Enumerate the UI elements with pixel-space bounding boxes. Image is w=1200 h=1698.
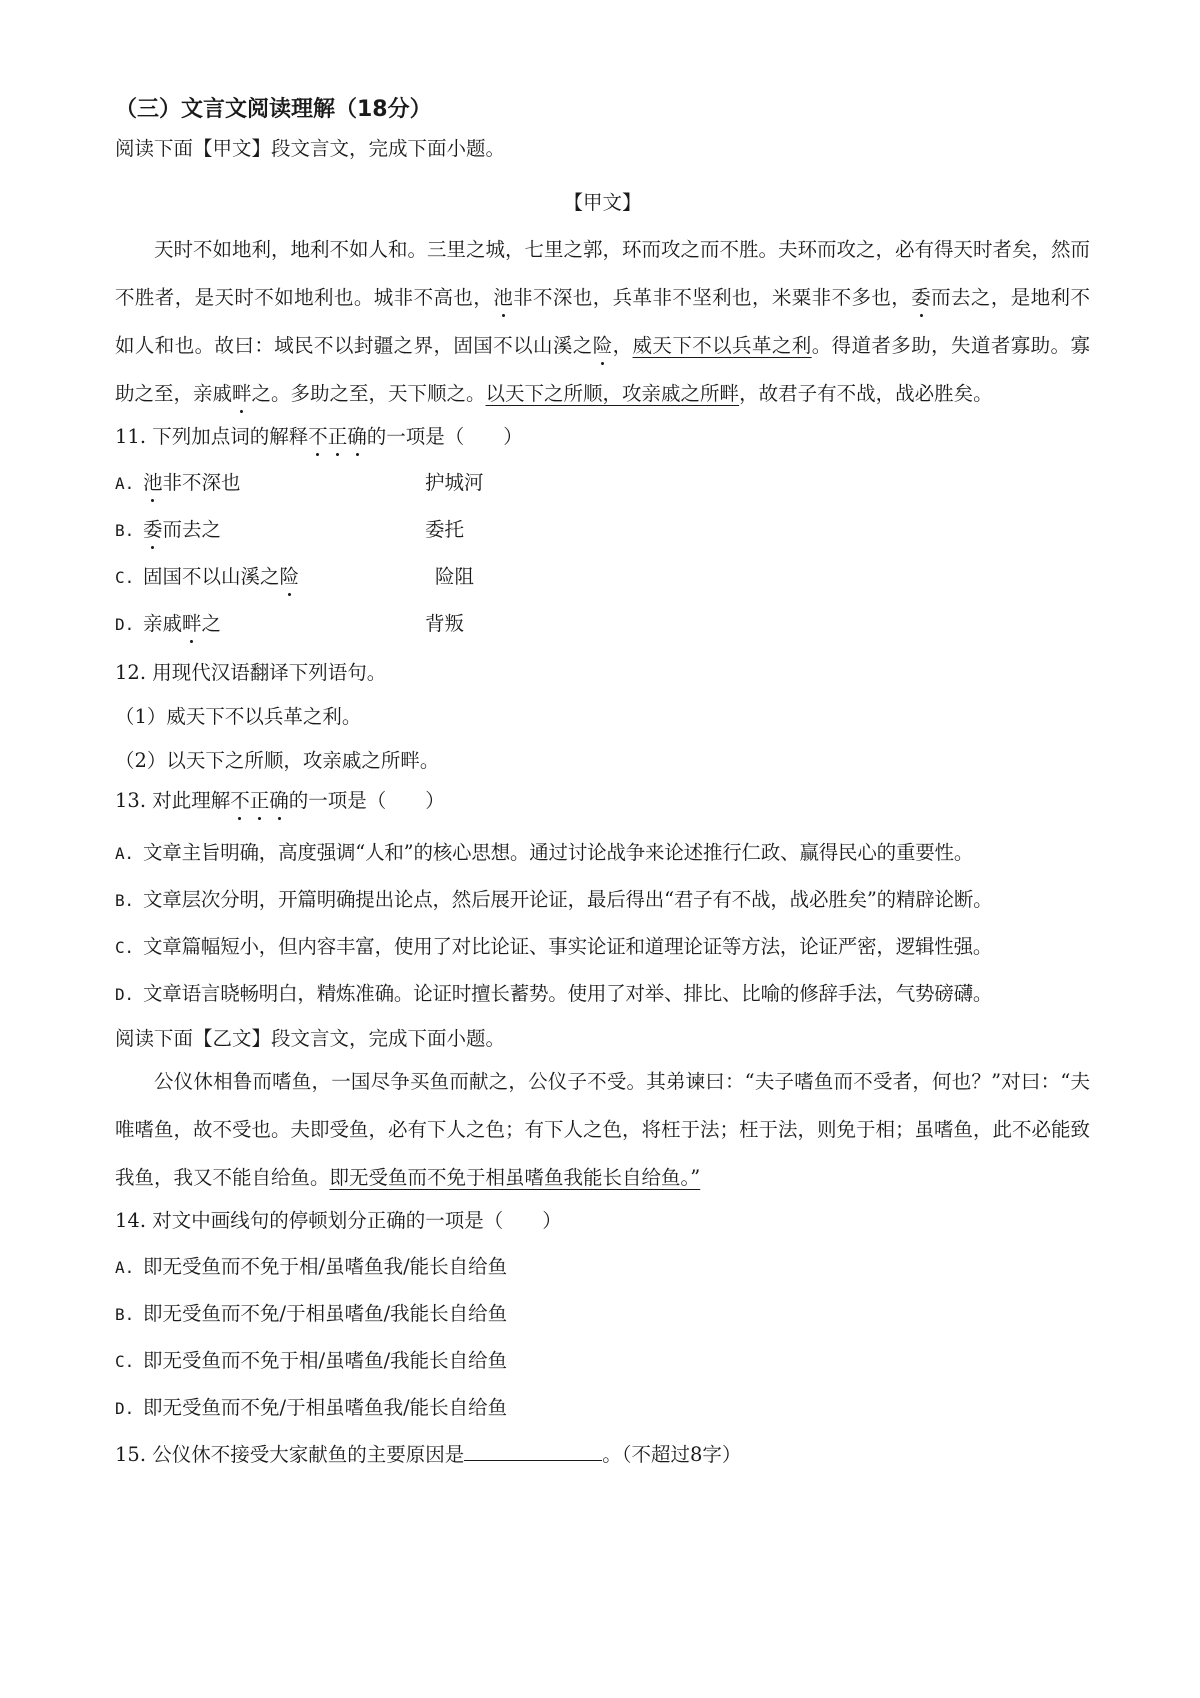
option-letter: A. (115, 1258, 135, 1277)
jia-instruction: 阅读下面【甲文】段文言文，完成下面小题。 (115, 137, 506, 160)
q14-option-b[interactable] (115, 1299, 1090, 1330)
option-letter: D. (115, 615, 135, 634)
dotted-char: 确 (269, 789, 289, 812)
option-letter: C. (115, 938, 134, 957)
option-text: 即无受鱼而不免/于相虽嗜鱼我/能长自给鱼 (143, 1396, 508, 1419)
jia-text: ， (612, 334, 633, 357)
dotted-word: 畔 (182, 612, 202, 635)
option-phrase (143, 515, 425, 545)
section-title: （三）文言文阅读理解（18分） (115, 97, 432, 122)
dotted-char: 正 (249, 789, 270, 812)
option-letter: C. (115, 1352, 135, 1371)
dotted-word: 畔 (232, 382, 252, 405)
phrase-part: 而去之 (162, 518, 222, 541)
option-letter: B. (115, 891, 134, 910)
jia-text: 非不深也，兵革非不坚利也，米粟非不多也， (513, 286, 912, 309)
option-letter: A. (115, 844, 134, 863)
yi-passage (115, 1058, 1090, 1202)
jia-text: 而去之，是地利不如人和也。故曰：域民不以封疆之界，固国不以山溪之 (115, 286, 1090, 357)
q13-option-a[interactable] (115, 838, 1090, 869)
option-text: 文章篇幅短小，但内容丰富，使用了对比论证、事实论证和道理论证等方法，论证严密，逻辑性强。 (143, 935, 993, 958)
underlined-sentence: 威天下不以兵革之利 (632, 334, 812, 357)
emphasis-dotted (308, 425, 367, 448)
stem-text: 13. 对此理解 (115, 789, 231, 812)
option-letter: A. (115, 474, 135, 493)
stem-text: 的一项是（ ） (366, 425, 523, 448)
question-14-stem: 14. 对文中画线句的停顿划分正确的一项是（ ） (115, 1209, 562, 1232)
option-letter: B. (115, 521, 135, 540)
option-phrase (143, 609, 425, 639)
dotted-char: 不 (308, 425, 328, 448)
option-text: 文章主旨明确，高度强调“人和”的核心思想。通过讨论战争来论述推行仁政、赢得民心的重要性。 (143, 841, 974, 864)
q14-option-d[interactable] (115, 1393, 1090, 1424)
q13-option-c[interactable] (115, 932, 1090, 963)
dotted-word: 池 (143, 471, 163, 494)
yi-text: 公仪休相鲁而嗜鱼，一国尽争买鱼而献之，公仪子不受。其弟谏曰：“夫子嗜鱼而不受者，何也？”对曰：“夫唯嗜鱼，故不受也。夫即受鱼，必有下人之色；有下人之色，将枉于法；枉于法，则免于相；虽嗜鱼，此不必能致我鱼，我又不能自给鱼。 (115, 1070, 1091, 1189)
dotted-word: 险 (592, 334, 613, 357)
underlined-sentence: 即无受鱼而不免于相虽嗜鱼我能长自给鱼。” (329, 1166, 701, 1189)
phrase-part: 亲戚 (143, 612, 183, 635)
dotted-char: 正 (327, 425, 348, 448)
q13-option-b[interactable] (115, 885, 1090, 916)
dotted-word: 委 (911, 286, 932, 309)
q12-sentence-1: （1）威天下不以兵革之利。 (115, 705, 362, 728)
q11-option-a[interactable] (115, 468, 1090, 499)
option-letter: C. (115, 568, 135, 587)
dotted-word: 池 (493, 286, 514, 309)
q12-sentence-2: （2）以天下之所顺，攻亲戚之所畔。 (115, 749, 440, 772)
option-meaning: 背叛 (425, 612, 465, 635)
dotted-char: 不 (230, 789, 250, 812)
jia-text: ，故君子有不战，战必胜矣。 (739, 382, 993, 405)
dotted-char: 确 (347, 425, 367, 448)
stem-text: 11. 下列加点词的解释 (115, 425, 309, 448)
option-text: 即无受鱼而不免/于相虽嗜鱼/我能长自给鱼 (143, 1302, 508, 1325)
jia-text: 。得道者多助，失道者寡助。寡助之至，亲戚 (115, 334, 1090, 405)
option-letter: B. (115, 1305, 135, 1324)
q11-option-c[interactable] (115, 562, 1090, 593)
stem-text: 。（不超过8字） (602, 1443, 742, 1466)
option-meaning: 险阻 (435, 565, 475, 588)
dotted-word: 险 (279, 565, 300, 588)
jia-text: 天时不如地利，地利不如人和。三里之城，七里之郭，环而攻之而不胜。夫环而攻之，必有得天时者矣，然而不胜者，是天时不如地利也。城非不高也， (115, 238, 1091, 309)
option-text: 文章语言晓畅明白，精炼准确。论证时擅长蓄势。使用了对举、排比、比喻的修辞手法，气势磅礴。 (143, 982, 993, 1005)
stem-text: 的一项是（ ） (288, 789, 445, 812)
q14-option-c[interactable] (115, 1346, 1090, 1377)
answer-blank[interactable] (464, 1442, 602, 1461)
option-meaning: 护城河 (425, 471, 484, 494)
phrase-part: 之 (201, 612, 222, 635)
emphasis-dotted (230, 789, 289, 812)
question-15-stem (115, 1440, 1090, 1470)
jia-text: 之。多助之至，天下顺之。 (251, 382, 486, 405)
jia-title: 【甲文】 (563, 191, 642, 214)
q11-option-d[interactable] (115, 609, 1090, 640)
option-text: 文章层次分明，开篇明确提出论点，然后展开论证，最后得出“君子有不战，战必胜矣”的精辟论断。 (143, 888, 993, 911)
jia-passage (115, 226, 1090, 418)
question-11-stem (115, 422, 1090, 452)
dotted-word: 委 (143, 518, 163, 541)
option-text: 即无受鱼而不免于相/虽嗜鱼我/能长自给鱼 (143, 1255, 508, 1278)
option-phrase (143, 468, 425, 498)
phrase-part: 非不深也 (162, 471, 241, 494)
question-12-stem: 12. 用现代汉语翻译下列语句。 (115, 661, 387, 684)
q13-option-d[interactable] (115, 979, 1090, 1010)
yi-instruction: 阅读下面【乙文】段文言文，完成下面小题。 (115, 1027, 506, 1050)
option-letter: D. (115, 1399, 135, 1418)
option-meaning: 委托 (425, 518, 465, 541)
option-letter: D. (115, 985, 134, 1004)
option-text: 即无受鱼而不免于相/虽嗜鱼/我能长自给鱼 (143, 1349, 508, 1372)
q14-option-a[interactable] (115, 1252, 1090, 1283)
question-13-stem (115, 786, 1090, 816)
phrase-part: 固国不以山溪之 (143, 565, 280, 588)
option-phrase (143, 562, 435, 592)
q11-option-b[interactable] (115, 515, 1090, 546)
stem-text: 15. 公仪休不接受大家献鱼的主要原因是 (115, 1443, 465, 1466)
underlined-sentence: 以天下之所顺，攻亲戚之所畔 (485, 382, 740, 405)
